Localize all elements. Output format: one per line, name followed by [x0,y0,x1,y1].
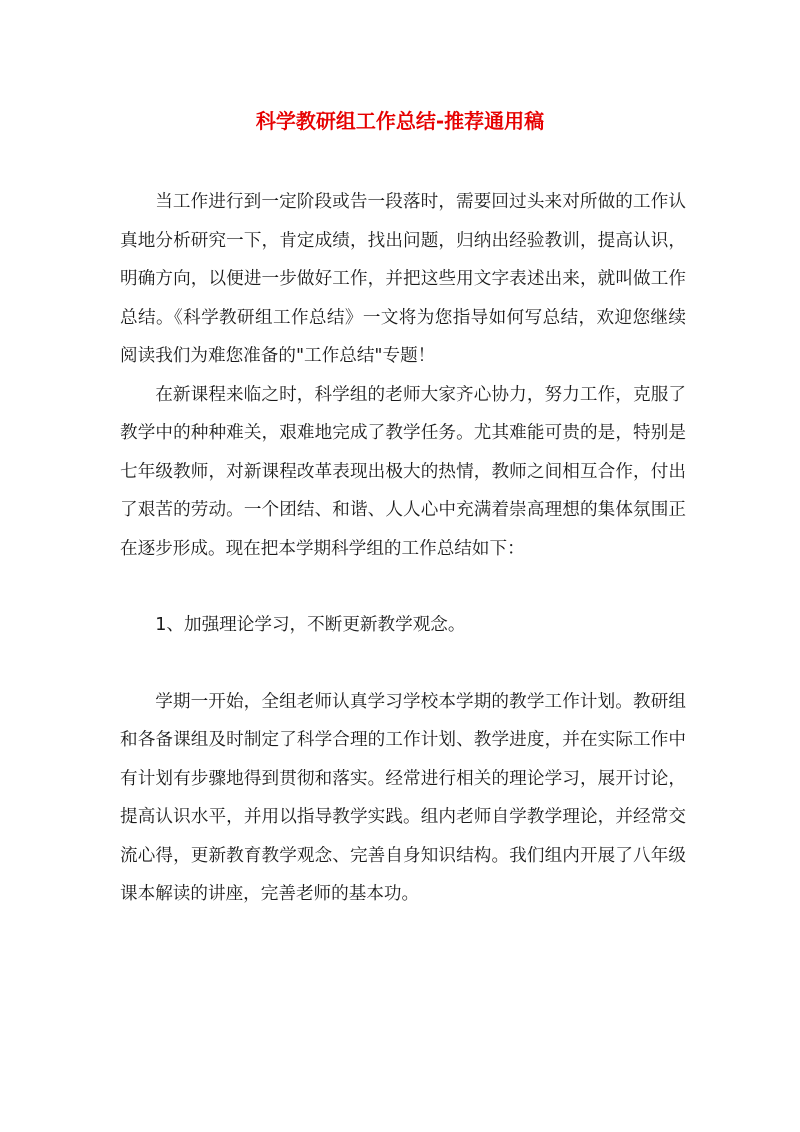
section-heading: 1、加强理论学习，不断更新教学观念。 [155,615,466,635]
overview-paragraph: 在新课程来临之时，科学组的老师大家齐心协力，努力工作，克服了教学中的种种难关，艰难地完成了教学任务。尤其难能可贵的是，特别是七年级教师，对新课程改革表现出极大的热情，教师之间相互合作，付出了艰苦的劳动。一个团结、和谐、人人心中充满着崇高理想的集体氛围正在逐步形成。现在把本学期科学组的工作总结如下： [120,384,686,559]
document-body [120,183,686,914]
paragraph-spacer [120,568,686,606]
document-title: 科学教研组工作总结-推荐通用稿 [255,109,545,133]
section-paragraph: 学期一开始，全组老师认真学习学校本学期的教学工作计划。教研组和各备课组及时制定了科学合理的工作计划、教学进度，并在实际工作中有计划有步骤地得到贯彻和落实。经常进行相关的理论学习，展开讨论，提高认识水平，并用以指导教学实践。组内老师自学教学理论，并经常交流心得，更新教育教学观念、完善自身知识结构。我们组内开展了八年级课本解读的讲座，完善老师的基本功。 [120,691,686,904]
paragraph-spacer [120,645,686,683]
intro-paragraph: 当工作进行到一定阶段或告一段落时，需要回过头来对所做的工作认真地分析研究一下，肯定成绩，找出问题，归纳出经验教训，提高认识，明确方向，以便进一步做好工作，并把这些用文字表述出来，就叫做工作总结。《科学教研组工作总结》一文将为您指导如何写总结，欢迎您继续阅读我们为难您准备的"工作总结"专题！ [120,192,686,366]
